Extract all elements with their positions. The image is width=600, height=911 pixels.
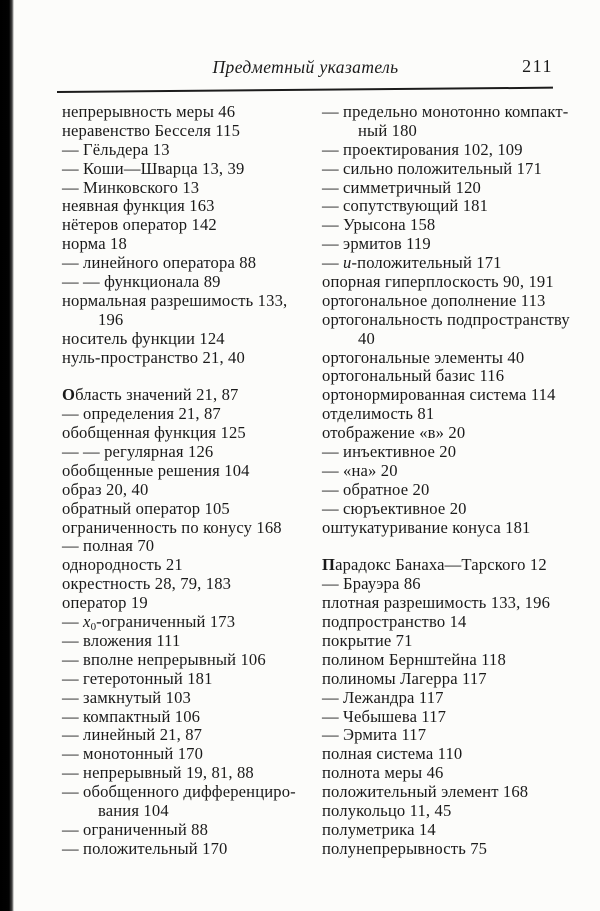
- index-entry: [322, 103, 594, 122]
- index-entry-text: — обратное 20: [322, 479, 430, 499]
- index-entry: [62, 537, 320, 556]
- index-entry: [322, 613, 594, 632]
- index-entry-text: — положительный 170: [62, 838, 228, 858]
- index-entry-text: подпространство 14: [322, 612, 467, 632]
- index-entry: [322, 783, 594, 802]
- index-entry: [62, 651, 320, 670]
- index-entry-text: образ 20, 40: [62, 479, 149, 499]
- index-entry: [62, 613, 320, 632]
- index-entry: [322, 726, 594, 745]
- index-entry-text: — инъективное 20: [322, 442, 457, 462]
- index-entry-text: — — регулярная 126: [62, 442, 214, 462]
- index-entry-text: — предельно монотонно компакт-: [322, 102, 569, 121]
- index-entry-text: — линейного оператора 88: [62, 253, 257, 273]
- index-entry-text: — Урысона 158: [322, 215, 436, 235]
- book-binding-shadow: [0, 0, 14, 911]
- index-entry-text: — Брауэра 86: [322, 574, 421, 594]
- index-entry-text: — проектирования 102, 109: [322, 139, 523, 159]
- index-entry: [322, 443, 594, 462]
- index-entry: [322, 311, 594, 330]
- index-entry-text: ортогональное дополнение 113: [322, 290, 546, 310]
- index-entry: [322, 708, 594, 727]
- index-entry: [62, 726, 320, 745]
- index-entry-text: непрерывность меры 46: [62, 102, 236, 121]
- index-entry: [322, 462, 594, 481]
- index-entry: [62, 103, 320, 122]
- index-entry: [62, 745, 320, 764]
- index-entry-text: полиномы Лагерра 117: [322, 668, 487, 688]
- index-entry-text: ортогональный базис 116: [322, 366, 505, 386]
- index-entry-text: — «на» 20: [322, 460, 398, 480]
- index-entry: [322, 802, 594, 821]
- index-entry: [322, 122, 594, 141]
- index-entry: [62, 197, 320, 216]
- index-entry-text: ограниченность по конусу 168: [62, 517, 282, 537]
- index-entry-text: бласть значений 21, 87: [75, 385, 239, 405]
- index-entry: [62, 273, 320, 292]
- index-entry-text: — линейный 21, 87: [62, 725, 203, 745]
- index-entry: [62, 254, 320, 273]
- index-entry-text: полукольцо 11, 45: [322, 800, 452, 820]
- index-entry-text: оператор 19: [62, 593, 148, 613]
- index-entry: [322, 405, 594, 424]
- index-entry: [62, 179, 320, 198]
- index-entry: [62, 386, 320, 405]
- index-entry: [322, 575, 594, 594]
- index-entry-text: — Гёльдера 13: [62, 139, 170, 159]
- index-entry: [322, 632, 594, 651]
- index-entry-text: нормальная разрешимость 133,: [62, 290, 288, 310]
- index-entry-text: — сюръективное 20: [322, 498, 467, 518]
- index-entry: [322, 424, 594, 443]
- index-entry-text: — вполне непрерывный 106: [62, 649, 266, 669]
- index-entry: [62, 443, 320, 462]
- index-entry: [62, 405, 320, 424]
- index-entry: [322, 821, 594, 840]
- index-entry-text: -положительный 171: [351, 253, 502, 273]
- index-entry: [62, 632, 320, 651]
- index-entry: [322, 141, 594, 160]
- index-entry-text: О: [62, 385, 76, 405]
- index-entry: [62, 349, 320, 368]
- index-entry: [322, 594, 594, 613]
- index-column-left: [62, 103, 320, 859]
- index-entry: [62, 235, 320, 254]
- index-entry: [62, 783, 320, 802]
- index-entry: [322, 273, 594, 292]
- index-entry-text: — ограниченный 88: [62, 819, 209, 839]
- index-entry: [322, 179, 594, 198]
- index-entry-text: норма 18: [62, 234, 127, 254]
- index-entry-text: ортогональные элементы 40: [322, 347, 525, 367]
- index-entry-text: отделимость 81: [322, 404, 435, 424]
- index-entry-text: — эрмитов 119: [322, 234, 431, 254]
- index-entry-text: нуль-пространство 21, 40: [62, 347, 245, 367]
- index-entry-text: — Лежандра 117: [322, 687, 444, 707]
- index-entry-text: П: [322, 555, 336, 575]
- index-entry: [62, 424, 320, 443]
- index-entry-text: —: [62, 612, 84, 632]
- index-entry: [322, 216, 594, 235]
- index-column-right: [322, 103, 594, 859]
- index-entry: [62, 160, 320, 179]
- index-gap: [322, 537, 594, 556]
- index-entry-text: оштукатуривание конуса 181: [322, 517, 531, 537]
- index-entry-text: и: [343, 253, 352, 273]
- index-entry-text: полуметрика 14: [322, 819, 436, 839]
- index-entry: [322, 349, 594, 368]
- index-entry-text: — симметричный 120: [322, 177, 481, 197]
- index-entry-text: полная система 110: [322, 744, 463, 764]
- index-entry-text: 196: [98, 309, 124, 329]
- index-entry-text: — сопутствующий 181: [322, 196, 489, 216]
- index-entry: [62, 689, 320, 708]
- index-entry: [62, 594, 320, 613]
- index-entry: [322, 500, 594, 519]
- index-gap: [62, 367, 320, 386]
- index-entry: [322, 689, 594, 708]
- index-entry: [322, 160, 594, 179]
- page-header: [58, 57, 553, 81]
- index-entry-text: x: [83, 612, 91, 632]
- index-entry-text: однородность 21: [62, 555, 183, 575]
- index-entry-text: — гетеротонный 181: [62, 668, 213, 688]
- index-entry-text: ортогональность подпространству: [322, 309, 570, 329]
- index-entry: [62, 311, 320, 330]
- index-entry: [62, 462, 320, 481]
- index-entry-text: — монотонный 170: [62, 744, 204, 764]
- page-number: 211: [522, 56, 553, 76]
- index-entry: [62, 764, 320, 783]
- index-entry: [62, 708, 320, 727]
- index-entry: [62, 141, 320, 160]
- index-entry: [62, 556, 320, 575]
- index-entry-text: полунепрерывность 75: [322, 838, 488, 858]
- index-entry: [322, 235, 594, 254]
- index-entry: [322, 330, 594, 349]
- index-entry-text: плотная разрешимость 133, 196: [322, 593, 551, 613]
- index-entry-text: — обобщенного дифференциро-: [62, 782, 296, 802]
- index-entry-text: неравенство Бесселя 115: [62, 120, 241, 140]
- header-rule: [57, 87, 553, 94]
- index-entry-text: -ограниченный 173: [96, 612, 236, 632]
- index-entry-text: — определения 21, 87: [62, 404, 221, 424]
- index-entry-text: нётеров оператор 142: [62, 215, 217, 235]
- index-entry: [322, 519, 594, 538]
- index-entry: [322, 292, 594, 311]
- index-entry: [322, 556, 594, 575]
- index-entry: [62, 292, 320, 311]
- index-entry-text: ный 180: [358, 120, 417, 140]
- index-entry: [62, 122, 320, 141]
- index-entry: [62, 500, 320, 519]
- index-entry-text: — полная 70: [62, 536, 155, 556]
- index-entry-text: 0: [90, 621, 97, 634]
- index-entry-text: обратный оператор 105: [62, 498, 230, 518]
- index-entry: [62, 330, 320, 349]
- page-title: Предметный указатель: [212, 57, 399, 77]
- index-entry-text: носитель функции 124: [62, 328, 225, 348]
- index-entry-text: неявная функция 163: [62, 196, 215, 216]
- index-entry: [322, 651, 594, 670]
- index-entry-text: — Минковского 13: [62, 177, 200, 197]
- index-entry: [62, 670, 320, 689]
- index-entry-text: ортонормированная система 114: [322, 385, 556, 405]
- index-entry-text: — компактный 106: [62, 706, 201, 726]
- index-entry-text: — замкнутый 103: [62, 687, 191, 707]
- index-entry: [322, 670, 594, 689]
- index-entry: [62, 821, 320, 840]
- index-entry-text: арадокс Банаха—Тарского 12: [335, 555, 547, 575]
- index-entry: [322, 367, 594, 386]
- index-entry-text: — — функционала 89: [62, 272, 221, 292]
- index-entry-text: вания 104: [98, 800, 169, 820]
- index-entry: [62, 575, 320, 594]
- index-entry-text: полнота меры 46: [322, 763, 444, 783]
- index-entry: [322, 254, 594, 273]
- index-entry-text: 40: [358, 328, 375, 348]
- index-entry-text: отображение «в» 20: [322, 423, 466, 443]
- index-entry: [322, 481, 594, 500]
- index-entry: [62, 840, 320, 859]
- index-entry-text: — непрерывный 19, 81, 88: [62, 763, 254, 783]
- index-entry: [322, 197, 594, 216]
- index-entry: [62, 519, 320, 538]
- index-entry: [62, 216, 320, 235]
- index-entry: [322, 386, 594, 405]
- index-entry-text: обобщенные решения 104: [62, 460, 250, 480]
- index-entry-text: полином Бернштейна 118: [322, 649, 506, 669]
- index-entry-text: опорная гиперплоскость 90, 191: [322, 272, 554, 292]
- index-entry-text: —: [322, 253, 344, 273]
- index-entry-text: — Чебышева 117: [322, 706, 447, 726]
- index-entry-text: — Коши—Шварца 13, 39: [62, 158, 245, 178]
- index-entry-text: обобщенная функция 125: [62, 423, 246, 443]
- index-entry-text: — Эрмита 117: [322, 725, 427, 745]
- index-entry-text: покрытие 71: [322, 630, 413, 650]
- index-entry-text: — сильно положительный 171: [322, 158, 542, 178]
- index-entry: [322, 745, 594, 764]
- index-entry-text: окрестность 28, 79, 183: [62, 574, 232, 594]
- index-entry: [62, 802, 320, 821]
- index-entry: [322, 840, 594, 859]
- index-entry-text: — вложения 111: [62, 630, 181, 650]
- index-entry-text: положительный элемент 168: [322, 782, 529, 802]
- index-entry: [322, 764, 594, 783]
- index-entry: [62, 481, 320, 500]
